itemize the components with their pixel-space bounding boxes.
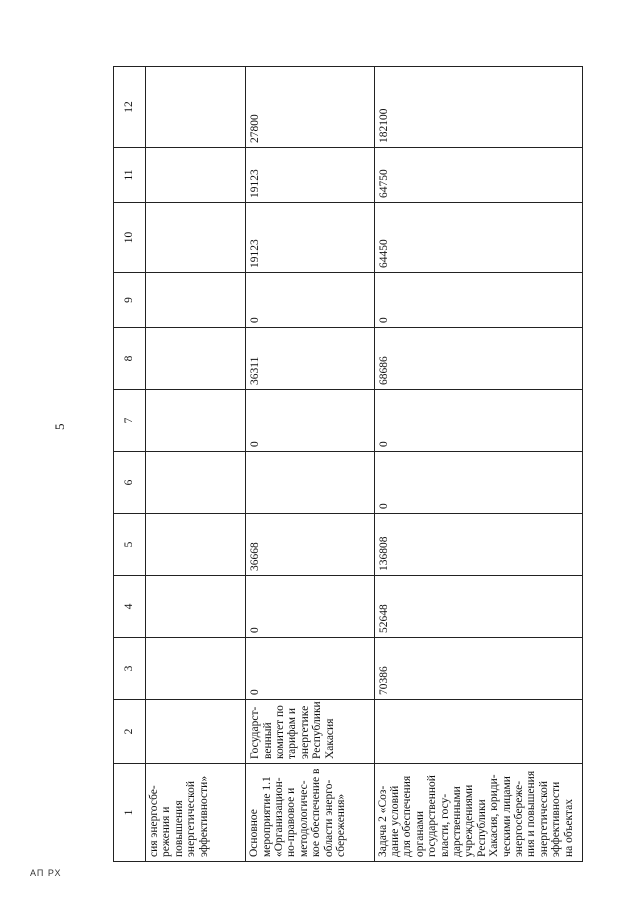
table-cell: Государст- венный комитет по тарифам и энергетике Республики Хакасия <box>246 700 374 764</box>
header-row <box>114 67 146 862</box>
table-cell <box>146 700 246 764</box>
table-cell: 36668 <box>246 514 374 576</box>
table-cell <box>146 514 246 576</box>
table-cell: сия энергосбе- режения и повышения энергетической эффективности» <box>146 764 246 862</box>
table-cell <box>146 390 246 452</box>
table-cell <box>146 576 246 638</box>
table-cell: 182100 <box>374 67 582 148</box>
table-cell: Задача 2 «Соз- дание условий для обеспечения органами государственной власти, госу- дарственными учреждениями Республики Хакасия, юриди- ческими лицами энергосбереже- ния и повышения энергетической эффективности на объектах <box>374 764 582 862</box>
table-cell <box>146 328 246 390</box>
table-cell: 36311 <box>246 328 374 390</box>
column-header: 8 <box>114 328 146 390</box>
table-cell <box>146 148 246 203</box>
table-cell: 27800 <box>246 67 374 148</box>
table-cell: 0 <box>374 273 582 328</box>
table-cell: 0 <box>246 390 374 452</box>
table-cell: 0 <box>246 273 374 328</box>
column-header: 4 <box>114 576 146 638</box>
footer-mark: АП РХ <box>30 868 62 878</box>
page-number: 5 <box>52 423 67 430</box>
column-header: 12 <box>114 67 146 148</box>
column-header: 10 <box>114 203 146 273</box>
table-cell: 136808 <box>374 514 582 576</box>
table-row <box>146 67 246 862</box>
column-header: 2 <box>114 700 146 764</box>
column-header: 3 <box>114 638 146 700</box>
table-cell: 0 <box>374 390 582 452</box>
table-cell: 70386 <box>374 638 582 700</box>
column-header: 9 <box>114 273 146 328</box>
column-header: 6 <box>114 452 146 514</box>
table-cell: 68686 <box>374 328 582 390</box>
column-header: 11 <box>114 148 146 203</box>
table-cell: 0 <box>374 452 582 514</box>
table-cell: 0 <box>246 638 374 700</box>
table-cell: 0 <box>246 576 374 638</box>
column-header: 5 <box>114 514 146 576</box>
table-row <box>246 67 374 862</box>
table-cell: 64750 <box>374 148 582 203</box>
column-header: 1 <box>114 764 146 862</box>
table-cell <box>374 700 582 764</box>
table-cell: 64450 <box>374 203 582 273</box>
table-cell <box>146 67 246 148</box>
table-row <box>374 67 582 862</box>
budget-table <box>113 66 583 862</box>
table-cell <box>146 452 246 514</box>
table-cell <box>146 638 246 700</box>
table-cell <box>246 452 374 514</box>
rotated-table-wrapper <box>113 67 583 862</box>
column-header: 7 <box>114 390 146 452</box>
table-cell: Основное мероприятие 1.1 «Организацион- но-правовое и методологичес- кое обеспечение в области энерго- сбережения» <box>246 764 374 862</box>
table-cell: 19123 <box>246 148 374 203</box>
table-cell: 19123 <box>246 203 374 273</box>
table-cell <box>146 273 246 328</box>
table-cell: 52648 <box>374 576 582 638</box>
table-cell <box>146 203 246 273</box>
